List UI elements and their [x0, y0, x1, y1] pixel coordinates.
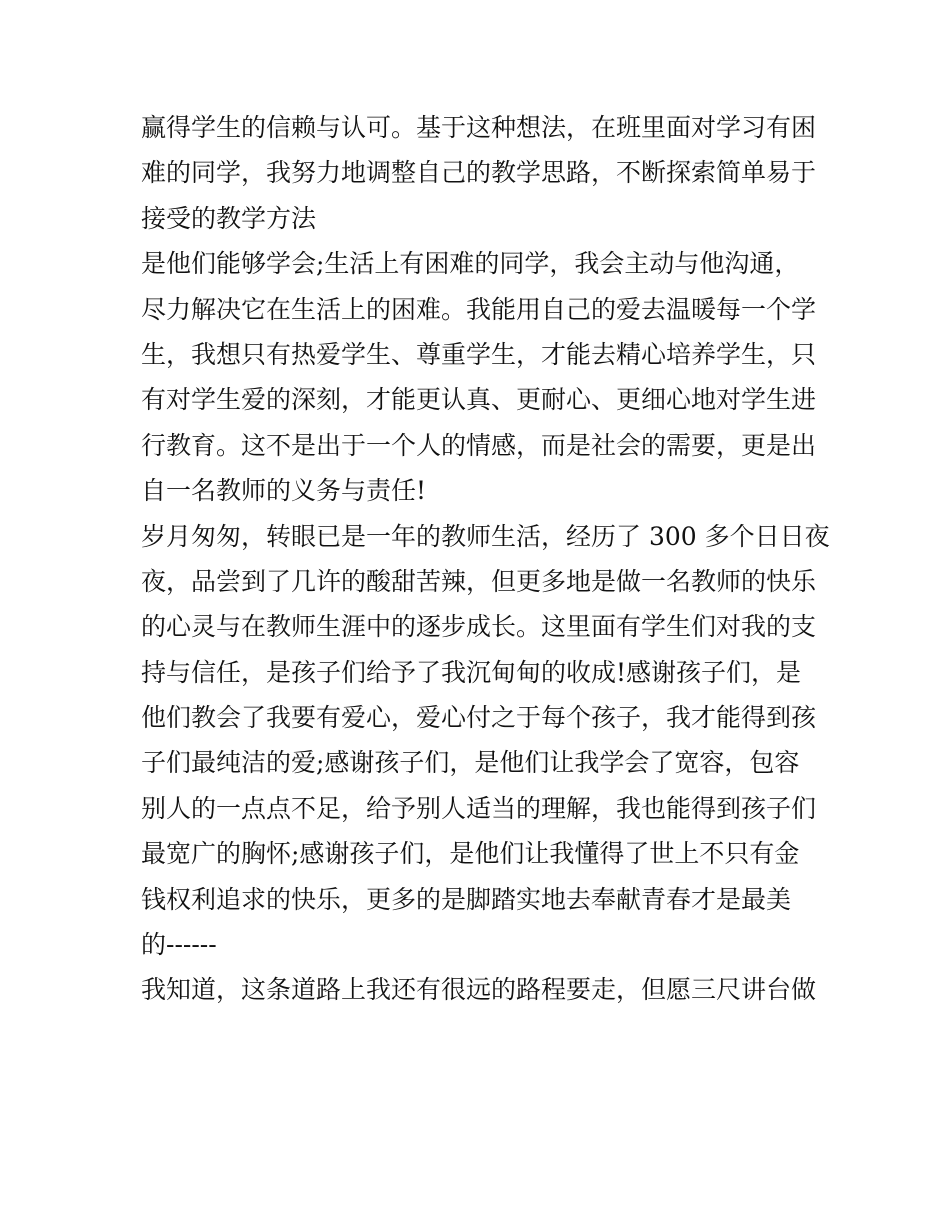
text-line: 接受的教学方法: [141, 203, 317, 233]
text-line: 的心灵与在教师生涯中的逐步成长。这里面有学生们对我的支: [141, 612, 817, 642]
text-line: 别人的一点点不足，给予别人适当的理解，我也能得到孩子们: [141, 793, 817, 823]
text-line: 赢得学生的信赖与认可。基于这种想法，在班里面对学习有困: [141, 113, 817, 142]
text-line: 生，我想只有热爱学生、尊重学生，才能去精心培养学生，只: [141, 339, 817, 369]
text-line: 我知道，这条道路上我还有很远的路程要走，但愿三尺讲台做: [141, 975, 817, 1005]
text-line: 岁月匆匆，转眼已是一年的教师生活，经历了 300 多个日日夜: [141, 521, 830, 551]
text-line: 行教育。这不是出于一个人的情感，而是社会的需要，更是出: [141, 430, 817, 460]
text-line: 他们教会了我要有爱心，爱心付之于每个孩子，我才能得到孩: [141, 703, 817, 733]
text-line: 子们最纯洁的爱;感谢孩子们，是他们让我学会了宽容，包容: [141, 748, 800, 778]
text-line: 尽力解决它在生活上的困难。我能用自己的爱去温暖每一个学: [141, 294, 817, 324]
text-line: 的------: [141, 930, 217, 960]
text-line: 有对学生爱的深刻，才能更认真、更耐心、更细心地对学生进: [141, 385, 817, 415]
text-line: 最宽广的胸怀;感谢孩子们，是他们让我懂得了世上不只有金: [141, 839, 800, 869]
text-line: 难的同学，我努力地调整自己的教学思路，不断探索简单易于: [141, 158, 817, 188]
text-line: 是他们能够学会;生活上有困难的同学，我会主动与他沟通，: [141, 249, 800, 279]
text-line: 持与信任，是孩子们给予了我沉甸甸的收成!感谢孩子们，是: [141, 657, 802, 687]
text-line: 钱权利追求的快乐，更多的是脚踏实地去奉献青春才是最美: [141, 884, 792, 914]
text-line: 夜，品尝到了几许的酸甜苦辣，但更多地是做一名教师的快乐: [141, 566, 817, 596]
body-text: [141, 105, 830, 1013]
text-line: 自一名教师的义务与责任!: [141, 476, 427, 506]
